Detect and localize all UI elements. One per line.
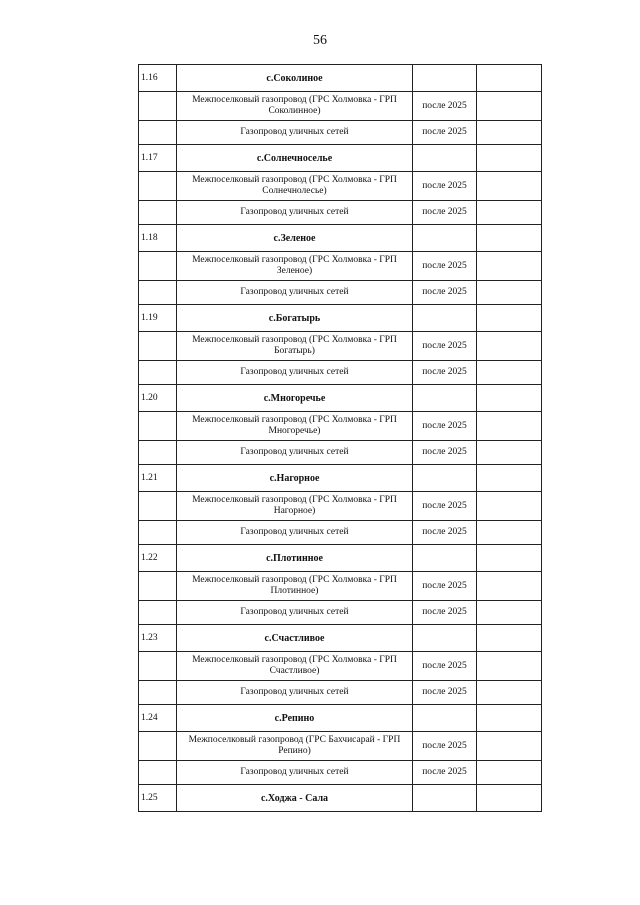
empty-cell [477,412,542,441]
pipeline-name: Газопровод уличных сетей [177,601,413,625]
empty-cell [477,332,542,361]
construction-period: после 2025 [413,441,477,465]
empty-cell [477,705,542,732]
table-row [139,121,542,145]
empty-cell [139,652,177,681]
pipeline-name: Межпоселковый газопровод (ГРС Холмовка - ГРП Плотинное) [177,572,413,601]
empty-cell [413,385,477,412]
section-header-row [139,385,542,412]
pipeline-name: Газопровод уличных сетей [177,521,413,545]
table-row [139,521,542,545]
section-number: 1.21 [139,465,177,492]
empty-cell [139,441,177,465]
empty-cell [477,572,542,601]
empty-cell [477,732,542,761]
empty-cell [139,121,177,145]
settlement-name: с.Богатырь [177,305,413,332]
settlement-name: с.Зеленое [177,225,413,252]
table-row [139,92,542,121]
section-number: 1.17 [139,145,177,172]
section-header-row [139,625,542,652]
empty-cell [477,65,542,92]
table-row [139,601,542,625]
table-row [139,732,542,761]
table-row [139,281,542,305]
settlement-name: с.Репино [177,705,413,732]
empty-cell [139,92,177,121]
empty-cell [477,785,542,812]
pipeline-name: Межпоселковый газопровод (ГРС Холмовка - ГРП Многоречье) [177,412,413,441]
pipeline-name: Межпоселковый газопровод (ГРС Холмовка - ГРП Соколинное) [177,92,413,121]
section-number: 1.24 [139,705,177,732]
empty-cell [477,681,542,705]
empty-cell [139,412,177,441]
page-number: 56 [313,33,327,48]
empty-cell [477,625,542,652]
section-header-row [139,785,542,812]
empty-cell [477,92,542,121]
construction-period: после 2025 [413,572,477,601]
settlement-name: с.Счастливое [177,625,413,652]
settlement-name: с.Ходжа - Сала [177,785,413,812]
settlement-name: с.Плотинное [177,545,413,572]
construction-period: после 2025 [413,492,477,521]
pipeline-name: Газопровод уличных сетей [177,441,413,465]
empty-cell [139,521,177,545]
empty-cell [139,281,177,305]
pipeline-name: Межпоселковый газопровод (ГРС Холмовка - ГРП Зеленое) [177,252,413,281]
construction-period: после 2025 [413,172,477,201]
construction-period: после 2025 [413,201,477,225]
empty-cell [477,121,542,145]
pipeline-name: Газопровод уличных сетей [177,121,413,145]
section-header-row [139,145,542,172]
table-row [139,332,542,361]
table-row [139,252,542,281]
pipeline-name: Газопровод уличных сетей [177,281,413,305]
settlement-name: с.Соколиное [177,65,413,92]
empty-cell [413,625,477,652]
construction-period: после 2025 [413,601,477,625]
section-number: 1.22 [139,545,177,572]
empty-cell [413,705,477,732]
settlement-name: с.Нагорное [177,465,413,492]
pipeline-name: Межпоселковый газопровод (ГРС Холмовка - ГРП Солнечнолесье) [177,172,413,201]
empty-cell [477,492,542,521]
empty-cell [477,521,542,545]
empty-cell [413,225,477,252]
table-row [139,361,542,385]
empty-cell [477,361,542,385]
empty-cell [139,732,177,761]
empty-cell [413,545,477,572]
construction-period: после 2025 [413,361,477,385]
construction-period: после 2025 [413,521,477,545]
empty-cell [139,681,177,705]
settlement-name: с.Солнечносельe [177,145,413,172]
construction-period: после 2025 [413,652,477,681]
table-row [139,761,542,785]
empty-cell [477,465,542,492]
empty-cell [139,332,177,361]
empty-cell [139,761,177,785]
empty-cell [477,201,542,225]
empty-cell [477,761,542,785]
section-number: 1.25 [139,785,177,812]
table-row [139,201,542,225]
section-header-row [139,545,542,572]
empty-cell [139,201,177,225]
table-row [139,441,542,465]
empty-cell [477,225,542,252]
section-number: 1.16 [139,65,177,92]
section-header-row [139,705,542,732]
empty-cell [413,785,477,812]
construction-period: после 2025 [413,121,477,145]
empty-cell [477,305,542,332]
empty-cell [139,572,177,601]
empty-cell [413,465,477,492]
pipeline-name: Газопровод уличных сетей [177,761,413,785]
empty-cell [477,441,542,465]
pipeline-name: Межпоселковый газопровод (ГРС Холмовка - ГРП Счастливое) [177,652,413,681]
pipeline-name: Межпоселковый газопровод (ГРС Холмовка - ГРП Богатырь) [177,332,413,361]
empty-cell [139,601,177,625]
construction-period: после 2025 [413,681,477,705]
section-header-row [139,65,542,92]
section-number: 1.18 [139,225,177,252]
section-number: 1.23 [139,625,177,652]
construction-period: после 2025 [413,761,477,785]
pipeline-name: Газопровод уличных сетей [177,361,413,385]
empty-cell [413,65,477,92]
empty-cell [139,492,177,521]
pipeline-name: Межпоселковый газопровод (ГРС Холмовка - ГРП Нагорное) [177,492,413,521]
section-header-row [139,225,542,252]
table-row [139,492,542,521]
construction-period: после 2025 [413,92,477,121]
empty-cell [413,305,477,332]
construction-period: после 2025 [413,252,477,281]
table-row [139,412,542,441]
construction-period: после 2025 [413,332,477,361]
construction-period: после 2025 [413,412,477,441]
empty-cell [477,652,542,681]
pipeline-name: Газопровод уличных сетей [177,681,413,705]
pipeline-name: Газопровод уличных сетей [177,201,413,225]
empty-cell [477,252,542,281]
construction-period: после 2025 [413,281,477,305]
section-number: 1.19 [139,305,177,332]
pipeline-name: Межпоселковый газопровод (ГРС Бахчисарай - ГРП Репино) [177,732,413,761]
empty-cell [477,172,542,201]
table-row [139,172,542,201]
table-row [139,652,542,681]
table-body [139,65,542,812]
table-row [139,681,542,705]
section-number: 1.20 [139,385,177,412]
gas-pipeline-table [138,64,542,812]
construction-period: после 2025 [413,732,477,761]
empty-cell [139,252,177,281]
table-row [139,572,542,601]
settlement-name: с.Многоречье [177,385,413,412]
empty-cell [139,361,177,385]
empty-cell [413,145,477,172]
section-header-row [139,305,542,332]
empty-cell [477,601,542,625]
empty-cell [477,281,542,305]
empty-cell [477,145,542,172]
empty-cell [139,172,177,201]
empty-cell [477,385,542,412]
section-header-row [139,465,542,492]
empty-cell [477,545,542,572]
